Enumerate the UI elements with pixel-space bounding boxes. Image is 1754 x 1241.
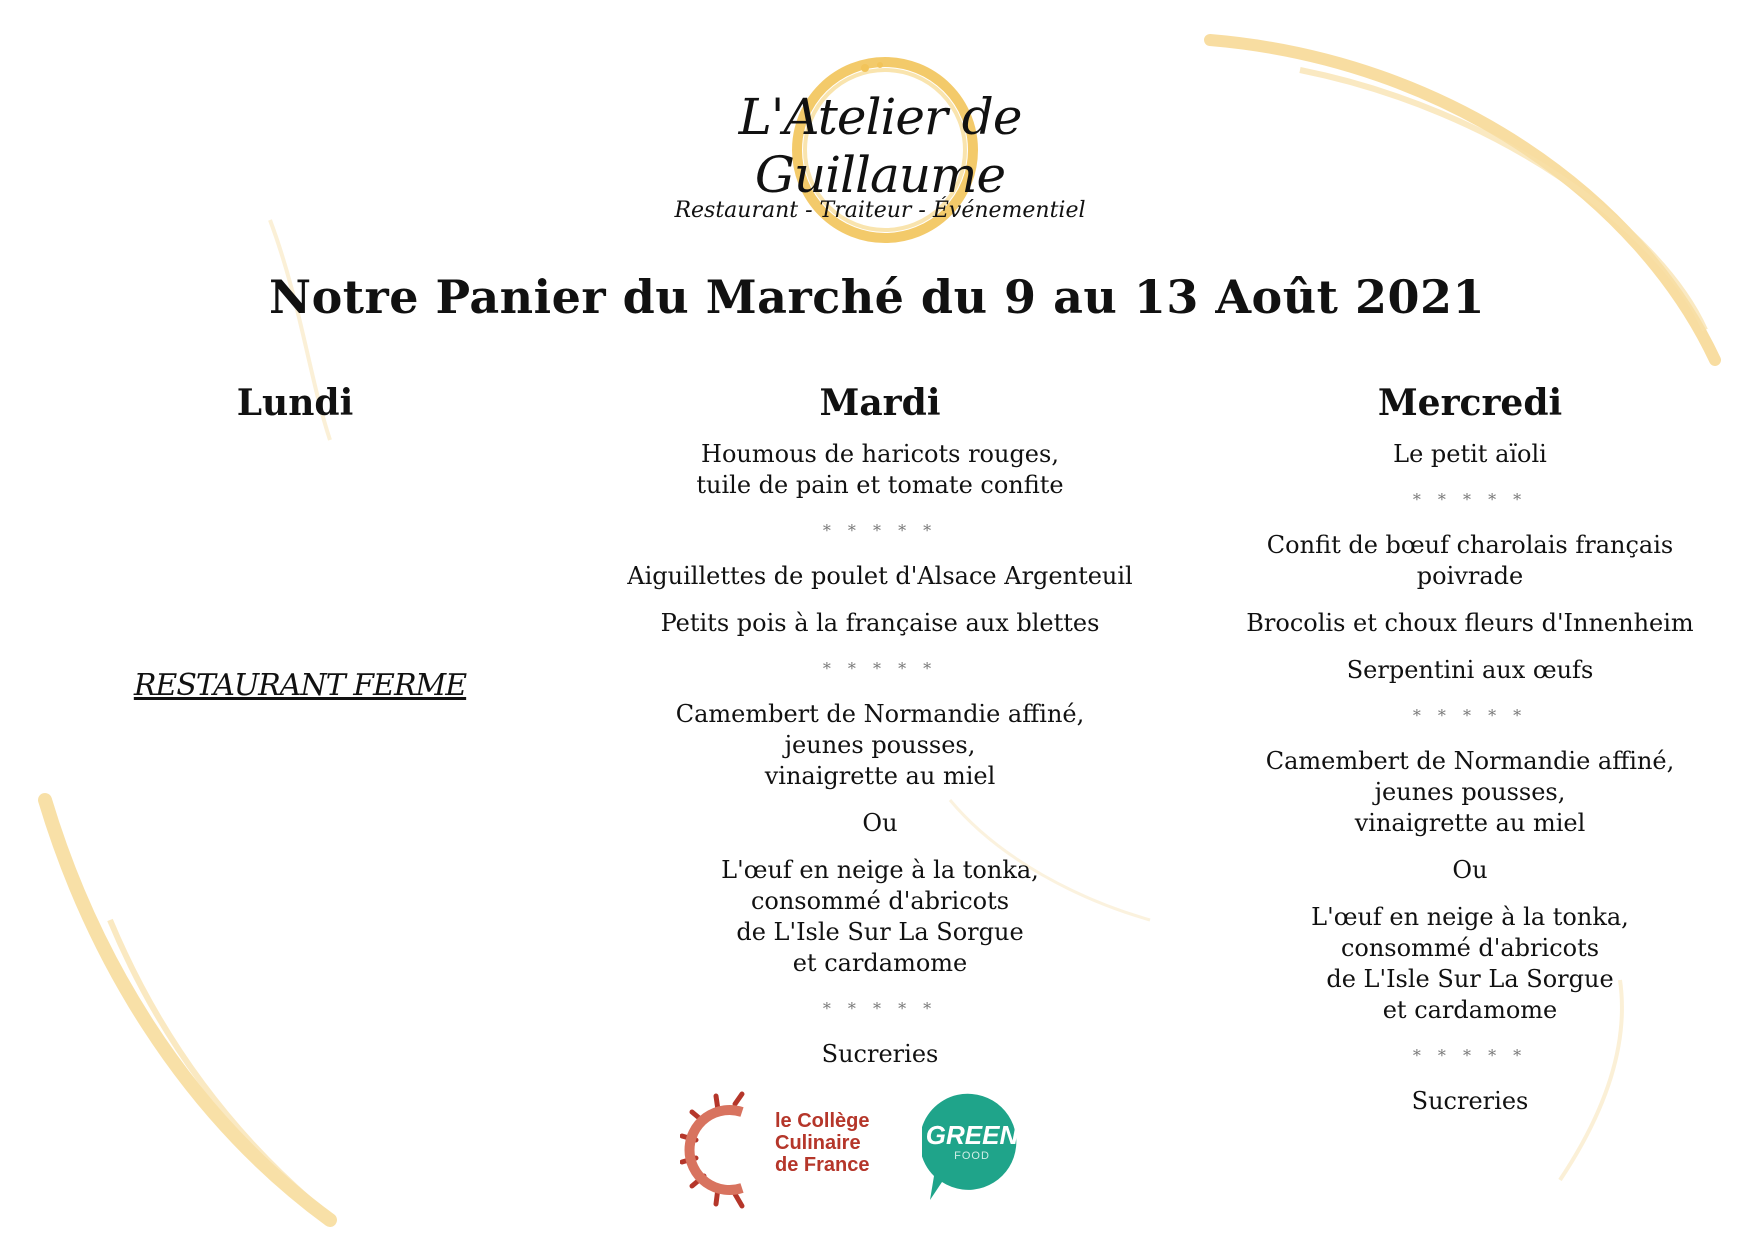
menu-item: de L'Isle Sur La Sorgue <box>1326 965 1614 993</box>
day-heading-lundi: Lundi <box>236 382 354 424</box>
menu-item: et cardamome <box>792 949 968 977</box>
menu-item: jeunes pousses, <box>1374 778 1566 806</box>
menu-item: Serpentini aux œufs <box>1346 656 1594 684</box>
menu-item: Camembert de Normandie affiné, <box>1265 747 1675 775</box>
menu-item: Aiguillettes de poulet d'Alsace Argenteuil <box>627 562 1133 590</box>
menu-item: de L'Isle Sur La Sorgue <box>736 918 1024 946</box>
course-separator: * * * * * <box>1412 706 1528 725</box>
menu-mardi <box>580 439 1180 1070</box>
course-separator: * * * * * <box>822 521 938 540</box>
menu-or: Ou <box>862 809 898 837</box>
menu-item: Confit de bœuf charolais français <box>1266 531 1674 559</box>
logo-title: L'Atelier de Guillaume <box>738 88 1022 204</box>
column-lundi <box>170 375 420 431</box>
course-separator: * * * * * <box>1412 1046 1528 1065</box>
menu-item: vinaigrette au miel <box>764 762 996 790</box>
menu-item: Camembert de Normandie affiné, <box>675 700 1085 728</box>
menu-item: Houmous de haricots rouges, <box>701 440 1059 468</box>
menu-item: L'œuf en neige à la tonka, <box>721 856 1039 884</box>
college-line: de France <box>775 1154 870 1176</box>
menu-or: Ou <box>1452 856 1488 884</box>
menu-item: poivrade <box>1416 562 1524 590</box>
restaurant-logo <box>640 30 1120 260</box>
course-separator: * * * * * <box>822 999 938 1018</box>
menu-item: Le petit aïoli <box>1393 440 1547 468</box>
menu-item: Brocolis et choux fleurs d'Innenheim <box>1246 609 1694 637</box>
logo-subtitle: Restaurant - Traiteur - Événementiel <box>674 198 1086 223</box>
page-title: Notre Panier du Marché du 9 au 13 Août 2021 <box>269 270 1485 324</box>
menu-item: Petits pois à la française aux blettes <box>660 609 1100 637</box>
menu-item: et cardamome <box>1382 996 1558 1024</box>
college-culinaire-emblem <box>680 1090 770 1210</box>
college-culinaire-logo <box>680 1090 880 1210</box>
menu-item: Sucreries <box>821 1040 939 1068</box>
course-separator: * * * * * <box>1412 490 1528 509</box>
day-heading-mardi: Mardi <box>819 382 941 424</box>
menu-mercredi <box>1150 439 1754 1117</box>
course-separator: * * * * * <box>822 659 938 678</box>
menu-item: Sucreries <box>1411 1087 1529 1115</box>
college-line: le Collège <box>775 1110 870 1132</box>
college-line: Culinaire <box>775 1132 861 1154</box>
day-heading-mercredi: Mercredi <box>1377 382 1563 424</box>
restaurant-closed-note: RESTAURANT FERME <box>133 668 467 703</box>
green-food-sub: FOOD <box>954 1150 990 1162</box>
green-food-name: GREEN <box>925 1120 1019 1150</box>
menu-item: consommé d'abricots <box>1340 934 1600 962</box>
column-mardi <box>580 375 1180 1070</box>
menu-item: consommé d'abricots <box>750 887 1010 915</box>
green-food-logo <box>922 1090 1032 1205</box>
column-mercredi <box>1150 375 1754 1117</box>
menu-item: vinaigrette au miel <box>1354 809 1586 837</box>
menu-item: L'œuf en neige à la tonka, <box>1311 903 1629 931</box>
menu-item: tuile de pain et tomate confite <box>696 471 1064 499</box>
menu-item: jeunes pousses, <box>784 731 976 759</box>
